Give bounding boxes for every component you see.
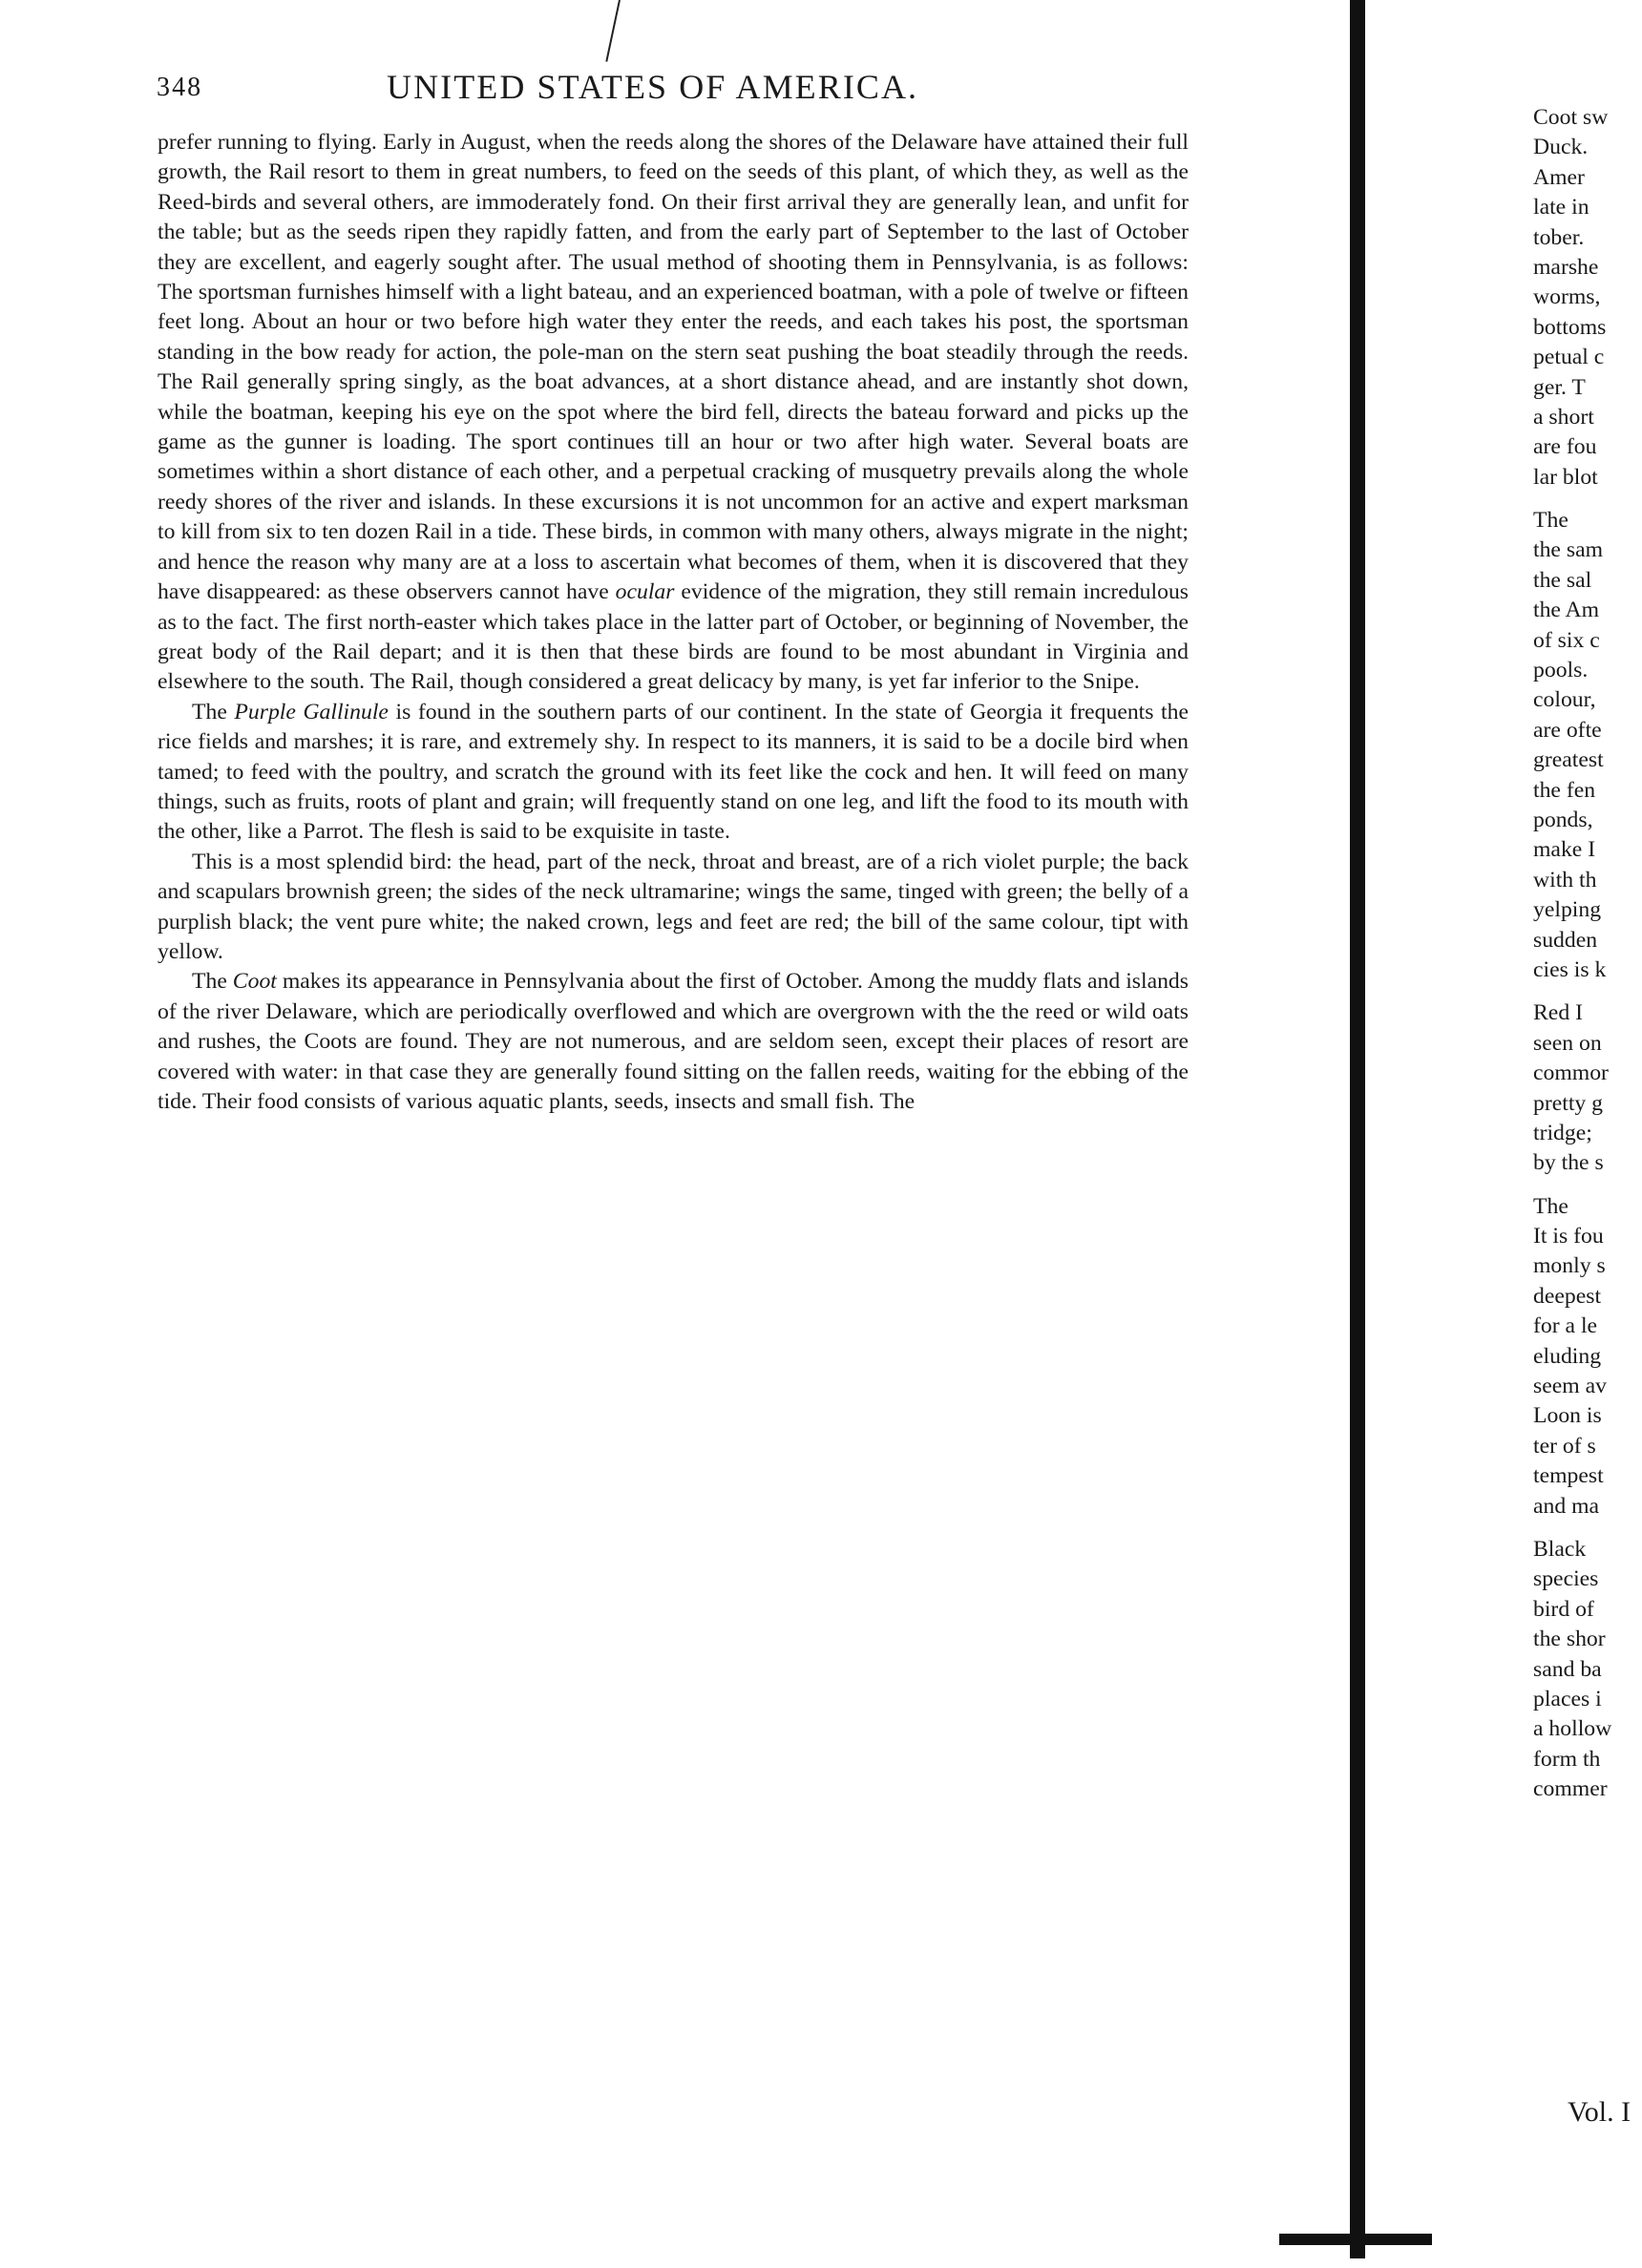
right-page-line: bird of xyxy=(1533,1596,1594,1622)
right-page-line: yelping xyxy=(1533,897,1602,923)
right-page-line: sand ba xyxy=(1533,1656,1602,1682)
right-page-line: the sam xyxy=(1533,537,1604,563)
right-page-line: seem av xyxy=(1533,1374,1607,1399)
gallinule-text-b: is found in the southern parts of our continent. In the state of Georgia it frequents the rice fields and marshes; it is rare, and extremely shy. In respect to its manners, it is said to be a docile bird when tamed; to feed with the poultry, and scratch the ground with its feet like the cock and hen. It will feed on many things, such as fruits, roots of plant and grain; will frequently stand on one leg, and lift the food to its mouth with the other, like a Parrot. The flesh is said to be exquisite in taste. xyxy=(158,699,1189,845)
left-page xyxy=(153,59,1212,2121)
paragraph-rail xyxy=(158,128,1189,698)
right-page-line: a hollow xyxy=(1533,1716,1612,1742)
right-page-line: monly s xyxy=(1533,1253,1606,1279)
right-page-line: pools. xyxy=(1533,658,1589,683)
paragraph-coot xyxy=(158,967,1189,1117)
right-page-line: greatest xyxy=(1533,747,1604,773)
right-page-line: Duck. xyxy=(1533,135,1589,160)
coot-text-a: The xyxy=(192,969,233,995)
right-page-line: ger. T xyxy=(1533,374,1586,400)
right-page-line: of six c xyxy=(1533,627,1600,653)
right-page-line: ter of s xyxy=(1533,1433,1596,1459)
right-page-line: the fen xyxy=(1533,777,1596,803)
right-page-line: Amer xyxy=(1533,164,1585,190)
right-page-line: Red I xyxy=(1533,1000,1583,1026)
right-page-line: make I xyxy=(1533,837,1596,863)
rail-ocular-italic: ocular xyxy=(615,579,675,605)
right-page-line: are ofte xyxy=(1533,717,1602,743)
right-page-line: tempest xyxy=(1533,1463,1604,1489)
right-page-line: Loon is xyxy=(1533,1403,1602,1429)
right-page-line: marshe xyxy=(1533,254,1599,280)
paragraph-gallinule-description: This is a most splendid bird: the head, part of the neck, throat and breast, are of a rich violet purple; the back and scapulars brownish green; the sides of the neck ultramarine; wings the same, tinged with green; the belly of a purplish black; the vent pure white; the naked crown, legs and feet are red; the bill of the same colour, tipt with yellow. xyxy=(158,849,1189,964)
rail-text-a: prefer running to flying. Early in August, when the reeds along the shores of the Delaware have attained their full growth, the Rail resort to them in great numbers, to feed on the seeds of this plant, of which they, as well as the Reed-birds and several others, are immoderately fond. On their first arrival they are generally lean, and unfit for the table; but as the seeds ripen they rapidly fatten, and from the early part of September to the last of October they are excellent, and eagerly sought after. The usual method of shooting them in Pennsylvania, is as follows: The sportsman furnishes himself with a light bateau, and an experienced boatman, with a pole of twelve or fifteen feet long. About an hour or two before high water they enter the reeds, and each takes his post, the sportsman standing in the bow ready for action, the pole-man on the stern seat pushing the boat steadily through the reeds. The Rail generally spring singly, as the boat advances, at a short distance ahead, and are instantly shot down, while the boatman, keeping his eye on the spot where the bird fell, directs the bateau forward and picks up the game as the gunner is loading. The sport continues till an hour or two after high water. Several boats are sometimes within a short distance of each other, and a perpetual cracking of musquetry prevails along the whole reedy shores of the river and islands. In these excursions it is not uncommon for an active and expert marksman to kill from six to ten dozen Rail in a tide. These birds, in common with many others, always migrate in the night; and hence the reason why many are at a loss to ascertain what becomes of them, when it is discovered that they have disappeared: as these observers cannot have xyxy=(158,130,1189,605)
right-page-line: are fou xyxy=(1533,434,1597,460)
stray-pen-mark xyxy=(605,0,621,62)
right-page-line: and ma xyxy=(1533,1493,1600,1519)
right-page-line: with th xyxy=(1533,867,1597,892)
page-header xyxy=(153,59,1212,107)
right-page-line: seen on xyxy=(1533,1030,1602,1056)
paragraph-gap xyxy=(1533,493,1642,506)
right-page-fragment xyxy=(1533,103,1642,2012)
binding-gutter xyxy=(1350,0,1365,2258)
running-head: UNITED STATES OF AMERICA. xyxy=(387,68,919,106)
gallinule-text-a: The xyxy=(192,699,235,724)
right-page-line: The xyxy=(1533,1193,1568,1219)
rail-text-b: evidence of the migration, they still remain incredulous as to the fact. The first north-easter which takes place in the latter part of October, or beginning of November, the great body of the Rail depart; and it is then that these birds are found to be most abundant in Virginia and elsewhere to the south. The Rail, though considered a great delicacy by many, is yet far inferior to the Snipe. xyxy=(158,579,1189,695)
coot-name-italic: Coot xyxy=(232,969,277,995)
volume-signature: Vol. I xyxy=(1568,2096,1631,2128)
right-page-line: for a le xyxy=(1533,1313,1598,1339)
right-page-line: places i xyxy=(1533,1686,1602,1712)
right-page-line: the Am xyxy=(1533,598,1600,623)
right-page-line: cies is k xyxy=(1533,956,1607,982)
right-page-line: colour, xyxy=(1533,687,1596,713)
right-page-line: bottoms xyxy=(1533,314,1607,340)
right-page-lines xyxy=(1533,103,1642,1804)
paragraph-gap xyxy=(1533,1179,1642,1192)
right-page-line: commer xyxy=(1533,1776,1608,1802)
right-page-line: by the s xyxy=(1533,1150,1604,1176)
right-page-line: pretty g xyxy=(1533,1090,1604,1116)
right-page-line: sudden xyxy=(1533,927,1598,953)
right-page-line: commor xyxy=(1533,1060,1609,1086)
paragraph-gap xyxy=(1533,985,1642,998)
right-page-line: The xyxy=(1533,508,1568,534)
right-page-line: petual c xyxy=(1533,345,1605,370)
right-page-line: deepest xyxy=(1533,1283,1602,1309)
right-page-line: Black xyxy=(1533,1536,1587,1562)
body-text xyxy=(158,128,1189,1117)
right-page-line: the shor xyxy=(1533,1627,1606,1652)
right-page-line: form th xyxy=(1533,1746,1601,1772)
right-page-line: species xyxy=(1533,1566,1599,1592)
right-page-line: late in xyxy=(1533,195,1589,220)
right-page-line: a short xyxy=(1533,404,1594,430)
right-page-line: Coot sw xyxy=(1533,105,1609,130)
right-page-line: eluding xyxy=(1533,1343,1602,1369)
paragraph-gap xyxy=(1533,1522,1642,1535)
right-page-line: ponds, xyxy=(1533,807,1593,832)
right-page-line: worms, xyxy=(1533,284,1601,310)
right-page-line: lar blot xyxy=(1533,464,1598,490)
right-page-line: the sal xyxy=(1533,567,1592,593)
paragraph-purple-gallinule xyxy=(158,698,1189,848)
coot-text-b: makes its appearance in Pennsylvania about the first of October. Among the muddy flats and islands of the river Delaware, which are periodically overflowed and which are overgrown with the the reed or wild oats and rushes, the Coots are found. They are not numerous, and are seldom seen, except their places of resort are covered with water: in that case they are generally found sitting on the fallen reeds, waiting for the ebbing of the tide. Their food consists of various aquatic plants, seeds, insects and small fish. The xyxy=(158,969,1189,1114)
binding-base xyxy=(1279,2234,1432,2245)
right-page-line: tridge; xyxy=(1533,1120,1592,1145)
gallinule-name-italic: Purple Gallinule xyxy=(234,699,389,724)
right-page-line: tober. xyxy=(1533,224,1585,250)
page-number: 348 xyxy=(157,73,203,102)
right-page-line: It is fou xyxy=(1533,1224,1604,1250)
